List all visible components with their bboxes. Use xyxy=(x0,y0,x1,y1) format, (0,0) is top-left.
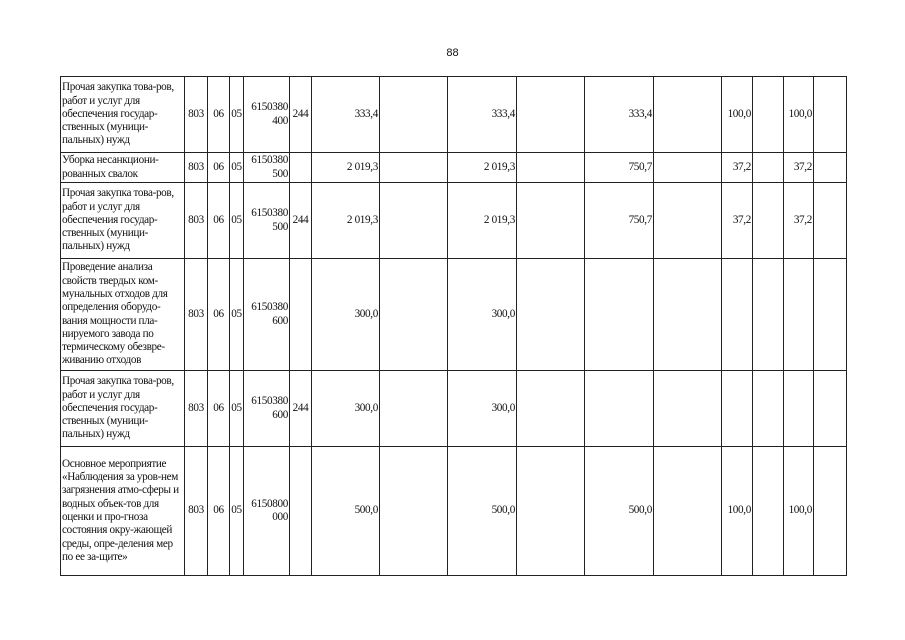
row-name: Проведение анализа свойств твердых ком-мунальных отходов для определения оборудо-вания мощности пла-нируемого завода по термическому обезвре-живанию отходов xyxy=(61,259,185,371)
value-1: 2 019,3 xyxy=(312,183,380,259)
ved-code: 803 xyxy=(185,259,208,371)
value-1: 2 019,3 xyxy=(312,153,380,183)
vr-code: 244 xyxy=(290,183,312,259)
table-row xyxy=(61,153,847,183)
budget-table xyxy=(60,76,847,576)
rz-code: 06 xyxy=(208,153,230,183)
csr-code-part2: 600 xyxy=(272,314,288,327)
value-7: 100,0 xyxy=(722,77,753,153)
value-4 xyxy=(517,153,585,183)
ved-code: 803 xyxy=(185,447,208,576)
table-row xyxy=(61,183,847,259)
ved-code: 803 xyxy=(185,153,208,183)
csr-code-part1: 6150380 xyxy=(251,395,288,408)
value-1: 333,4 xyxy=(312,77,380,153)
value-7 xyxy=(722,371,753,447)
vr-code: 244 xyxy=(290,371,312,447)
value-3: 333,4 xyxy=(448,77,517,153)
csr-code xyxy=(244,371,290,447)
csr-code-part1: 6150800 xyxy=(251,497,288,510)
pr-code: 05 xyxy=(230,259,244,371)
csr-code-part1: 6150380 xyxy=(251,301,288,314)
csr-code xyxy=(244,447,290,576)
csr-code xyxy=(244,77,290,153)
value-4 xyxy=(517,447,585,576)
csr-code-part2: 000 xyxy=(272,511,288,523)
value-5 xyxy=(585,259,654,371)
csr-code xyxy=(244,183,290,259)
rz-code: 06 xyxy=(208,371,230,447)
value-6 xyxy=(654,259,722,371)
csr-code xyxy=(244,259,290,371)
value-2 xyxy=(380,259,448,371)
value-8 xyxy=(753,183,784,259)
value-8 xyxy=(753,77,784,153)
value-5 xyxy=(585,371,654,447)
table-row xyxy=(61,77,847,153)
value-3: 500,0 xyxy=(448,447,517,576)
value-10 xyxy=(814,371,847,447)
value-3: 300,0 xyxy=(448,259,517,371)
value-2 xyxy=(380,77,448,153)
value-10 xyxy=(814,259,847,371)
rz-code: 06 xyxy=(208,259,230,371)
ved-code: 803 xyxy=(185,371,208,447)
value-10 xyxy=(814,153,847,183)
value-6 xyxy=(654,183,722,259)
value-5: 750,7 xyxy=(585,183,654,259)
value-4 xyxy=(517,259,585,371)
value-10 xyxy=(814,183,847,259)
pr-code: 05 xyxy=(230,447,244,576)
value-7: 37,2 xyxy=(722,153,753,183)
csr-code-part2: 500 xyxy=(272,167,288,180)
rz-code: 06 xyxy=(208,183,230,259)
value-9: 37,2 xyxy=(784,183,814,259)
value-4 xyxy=(517,77,585,153)
csr-code xyxy=(244,153,290,183)
csr-code-part1: 6150380 xyxy=(251,101,288,114)
value-8 xyxy=(753,447,784,576)
ved-code: 803 xyxy=(185,183,208,259)
value-3: 2 019,3 xyxy=(448,183,517,259)
row-name: Прочая закупка това-ров, работ и услуг для обеспечения государ-ственных (муници-пальных) нужд xyxy=(61,77,185,153)
value-9: 37,2 xyxy=(784,153,814,183)
table-row xyxy=(61,447,847,576)
value-1: 500,0 xyxy=(312,447,380,576)
value-10 xyxy=(814,447,847,576)
vr-code xyxy=(290,153,312,183)
value-6 xyxy=(654,447,722,576)
table-row xyxy=(61,259,847,371)
pr-code: 05 xyxy=(230,183,244,259)
vr-code xyxy=(290,447,312,576)
value-2 xyxy=(380,153,448,183)
pr-code: 05 xyxy=(230,153,244,183)
page-number: 88 xyxy=(446,47,459,59)
value-8 xyxy=(753,153,784,183)
value-9 xyxy=(784,259,814,371)
value-9: 100,0 xyxy=(784,77,814,153)
pr-code: 05 xyxy=(230,77,244,153)
value-7: 37,2 xyxy=(722,183,753,259)
value-7 xyxy=(722,259,753,371)
value-2 xyxy=(380,183,448,259)
rz-code: 06 xyxy=(208,77,230,153)
value-5: 750,7 xyxy=(585,153,654,183)
value-1: 300,0 xyxy=(312,371,380,447)
value-4 xyxy=(517,183,585,259)
row-name: Прочая закупка това-ров, работ и услуг для обеспечения государ-ственных (муници-пальных) нужд xyxy=(61,371,185,447)
value-9 xyxy=(784,371,814,447)
row-name: Прочая закупка това-ров, работ и услуг для обеспечения государ-ственных (муници-пальных) нужд xyxy=(61,183,185,259)
csr-code-part2: 400 xyxy=(272,114,288,127)
value-6 xyxy=(654,371,722,447)
value-5: 500,0 xyxy=(585,447,654,576)
csr-code-part2: 500 xyxy=(272,220,288,233)
ved-code: 803 xyxy=(185,77,208,153)
value-3: 300,0 xyxy=(448,371,517,447)
csr-code-part2: 600 xyxy=(272,408,288,421)
value-10 xyxy=(814,77,847,153)
row-name: Основное мероприятие «Наблюдения за уров-нем загрязнения атмо-сферы и водных объек-тов для оценки и про-гноза состояния окру-жающей среды, опре-деления мер по ее за-щите» xyxy=(61,447,185,576)
value-8 xyxy=(753,371,784,447)
table-row xyxy=(61,371,847,447)
value-3: 2 019,3 xyxy=(448,153,517,183)
value-2 xyxy=(380,371,448,447)
csr-code-part1: 6150380 xyxy=(251,154,288,167)
value-5: 333,4 xyxy=(585,77,654,153)
rz-code: 06 xyxy=(208,447,230,576)
csr-code-part1: 6150380 xyxy=(251,207,288,220)
value-8 xyxy=(753,259,784,371)
vr-code xyxy=(290,259,312,371)
row-name: Уборка несанкциони-рованных свалок xyxy=(61,153,185,183)
value-2 xyxy=(380,447,448,576)
value-4 xyxy=(517,371,585,447)
value-6 xyxy=(654,77,722,153)
value-6 xyxy=(654,153,722,183)
value-1: 300,0 xyxy=(312,259,380,371)
vr-code: 244 xyxy=(290,77,312,153)
pr-code: 05 xyxy=(230,371,244,447)
value-9: 100,0 xyxy=(784,447,814,576)
value-7: 100,0 xyxy=(722,447,753,576)
